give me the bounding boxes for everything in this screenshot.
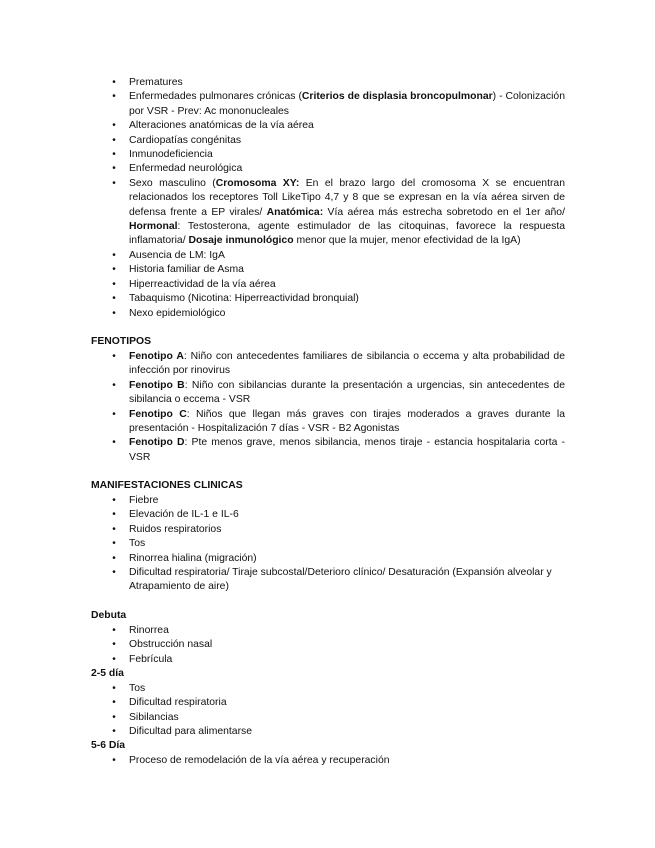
bullet-icon: •	[112, 91, 116, 103]
list-item: • Proceso de remodelación de la vía aérea y recuperación	[0, 754, 655, 768]
bullet-icon: •	[112, 278, 116, 290]
dia-5-6-list	[0, 754, 655, 768]
debuta-list	[0, 624, 655, 667]
debuta-heading: Debuta	[91, 610, 127, 621]
list-item: • Ausencia de LM: IgA	[0, 249, 655, 263]
risk-factors-list	[0, 76, 655, 321]
bullet-icon: •	[112, 538, 116, 550]
bullet-icon: •	[112, 755, 116, 766]
bullet-icon: •	[112, 697, 116, 709]
list-item: • Inmunodeficiencia	[0, 148, 655, 162]
bullet-icon: •	[112, 639, 116, 651]
dia-2-5-list	[0, 682, 655, 740]
fenotipos-list	[0, 350, 655, 465]
bullet-icon: •	[112, 625, 116, 636]
list-item: • Enfermedades pulmonares crónicas (Criterios de displasia broncopulmonar) - Colonización por VSR - Prev: Ac mononucleales	[0, 90, 655, 119]
list-item: • Historia familiar de Asma	[0, 263, 655, 277]
bullet-icon: •	[112, 552, 116, 564]
list-item: • Alteraciones anatómicas de la vía aérea	[0, 119, 655, 133]
bullet-icon: •	[112, 134, 116, 146]
bullet-icon: •	[112, 163, 116, 175]
risk-factors-section	[0, 76, 655, 321]
list-item: • Fenotipo B: Niño con sibilancias durante la presentación a urgencias, sin antecedentes de sibilancia o eccema - VSR	[0, 379, 655, 408]
dia-2-5-heading: 2-5 día	[91, 668, 124, 679]
bullet-icon: •	[112, 683, 116, 694]
list-item: • Enfermedad neurológica	[0, 162, 655, 176]
dia-5-6-section	[0, 754, 655, 768]
fenotipos-heading: FENOTIPOS	[91, 336, 152, 347]
bullet-icon: •	[112, 495, 116, 506]
bullet-icon: •	[112, 379, 116, 391]
bullet-icon: •	[112, 726, 116, 738]
bullet-icon: •	[112, 264, 116, 276]
bullet-icon: •	[112, 509, 116, 521]
list-item: • Sibilancias	[0, 711, 655, 725]
list-item: • Fenotipo C: Niños que llegan más graves con tirajes moderados a graves durante la presentación - Hospitalización 7 días - VSR - B2 Agonistas	[0, 408, 655, 437]
bullet-icon: •	[112, 293, 116, 305]
list-item: • Rinorrea	[0, 624, 655, 638]
bullet-icon: •	[112, 149, 116, 161]
debuta-section	[0, 624, 655, 667]
list-item: • Fenotipo A: Niño con antecedentes familiares de sibilancia o eccema y alta probabilidad de infección por rinovirus	[0, 350, 655, 379]
dia-2-5-section	[0, 682, 655, 740]
list-item: • Hiperreactividad de la vía aérea	[0, 278, 655, 292]
bullet-icon: •	[112, 567, 116, 579]
bullet-icon: •	[112, 249, 116, 261]
bullet-icon: •	[112, 351, 116, 362]
bullet-icon: •	[112, 523, 116, 535]
list-item: • Febrícula	[0, 653, 655, 667]
bullet-icon: •	[112, 120, 116, 132]
list-item: • Elevación de IL-1 e IL-6	[0, 508, 655, 522]
bullet-icon: •	[112, 408, 116, 420]
list-item: • Dificultad respiratoria/ Tiraje subcostal/Deterioro clínico/ Desaturación (Expansión alveolar y Atrapamiento de aire)	[0, 566, 655, 595]
bullet-icon: •	[112, 437, 116, 449]
list-item: • Fenotipo D: Pte menos grave, menos sibilancia, menos tiraje - estancia hospitalaria corta - VSR	[0, 436, 655, 465]
bullet-icon: •	[112, 177, 116, 189]
list-item: • Nexo epidemiológico	[0, 307, 655, 321]
manifestaciones-list	[0, 494, 655, 595]
list-item: • Prematures	[0, 76, 655, 90]
list-item: • Sexo masculino (Cromosoma XY: En el brazo largo del cromosoma X se encuentran relacionados los receptores Toll LikeTipo 4,7 y 8 que se expresan en la vía aérea sirven de defensa frente a EP virales/ Anatómica: Vía aérea más estrecha sobretodo en el 1er año/ Hormonal: Testosterona, agente estimulador de las citoquinas, favorece la respuesta inflamatoria/ Dosaje inmunológico menor que la mujer, menor efectividad de la IgA)	[0, 177, 655, 249]
list-item: • Ruidos respiratorios	[0, 523, 655, 537]
list-item: • Cardiopatías congénitas	[0, 134, 655, 148]
list-item: • Tos	[0, 537, 655, 551]
list-item: • Rinorrea hialina (migración)	[0, 552, 655, 566]
list-item: • Dificultad para alimentarse	[0, 725, 655, 739]
list-item: • Obstrucción nasal	[0, 638, 655, 652]
fenotipos-section	[0, 350, 655, 465]
manifestaciones-section	[0, 494, 655, 595]
bullet-icon: •	[112, 307, 116, 319]
bullet-icon: •	[112, 77, 116, 88]
bullet-icon: •	[112, 653, 116, 665]
list-item: • Tabaquismo (Nicotina: Hiperreactividad bronquial)	[0, 292, 655, 306]
list-item: • Fiebre	[0, 494, 655, 508]
bullet-icon: •	[112, 711, 116, 723]
manifestaciones-heading: MANIFESTACIONES CLINICAS	[91, 480, 243, 491]
dia-5-6-heading: 5-6 Día	[91, 740, 126, 751]
list-item: • Tos	[0, 682, 655, 696]
list-item: • Dificultad respiratoria	[0, 696, 655, 710]
